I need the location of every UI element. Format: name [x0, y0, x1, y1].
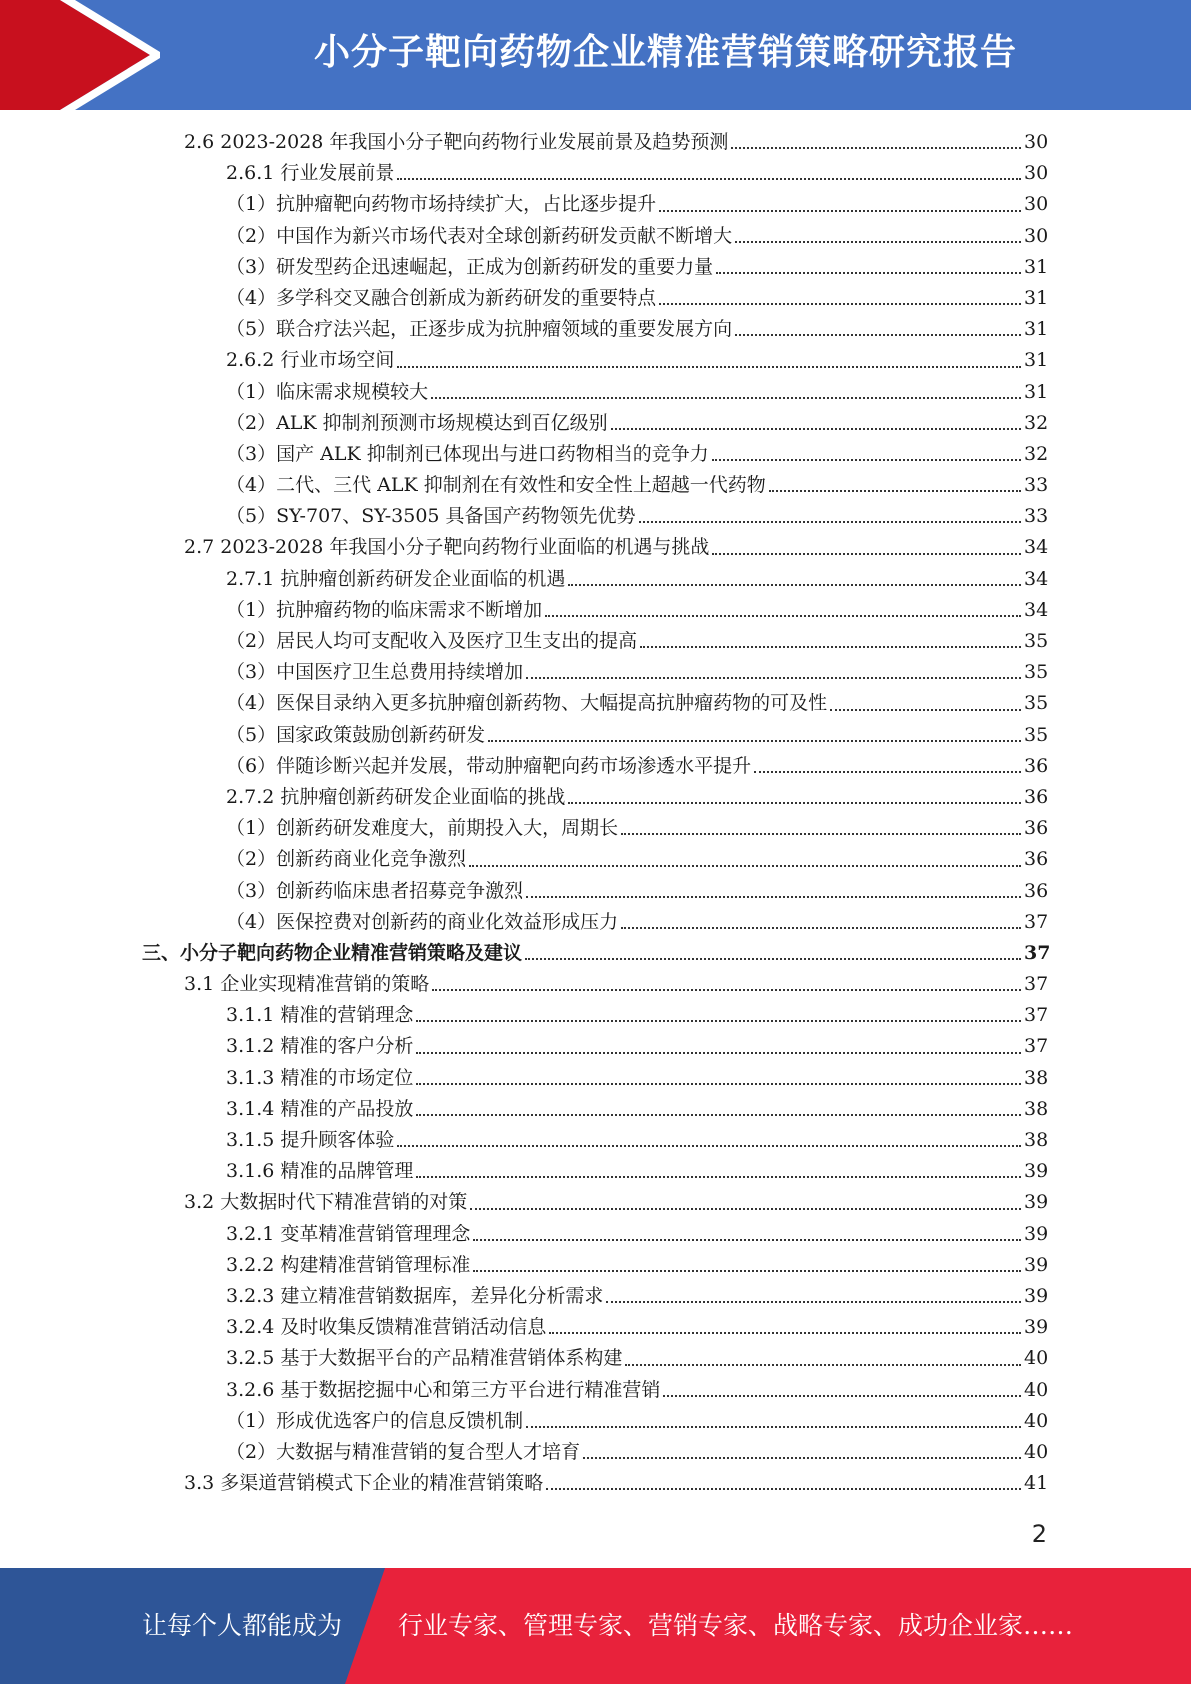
- toc-dot-leader: [731, 146, 1021, 149]
- toc-entry-title: 2.7.2 抗肿瘤创新药研发企业面临的挑战: [226, 785, 566, 808]
- toc-entry-page: 39: [1024, 1191, 1049, 1214]
- toc-entry-page: 31: [1024, 318, 1049, 341]
- toc-dot-leader: [830, 708, 1021, 711]
- toc-entry[interactable]: [0, 501, 1191, 532]
- toc-entry[interactable]: [0, 1312, 1191, 1343]
- toc-entry-page: 40: [1024, 1378, 1049, 1401]
- toc-dot-leader: [611, 427, 1021, 430]
- toc-entry[interactable]: [0, 1281, 1191, 1312]
- report-title: 小分子靶向药物企业精准营销策略研究报告: [313, 32, 1017, 73]
- toc-entry-title: （5）SY-707、SY-3505 具备国产药物领先优势: [226, 505, 636, 528]
- toc-entry-page: 36: [1024, 785, 1049, 808]
- toc-entry-title: （2）居民人均可支配收入及医疗卫生支出的提高: [226, 630, 638, 652]
- toc-entry-page: 31: [1024, 349, 1049, 372]
- toc-entry-title: 2.6.2 行业市场空间: [226, 349, 395, 372]
- toc-entry[interactable]: [0, 470, 1191, 501]
- toc-entry-title: （3）中国医疗卫生总费用持续增加: [226, 661, 524, 684]
- toc-dot-leader: [659, 209, 1021, 212]
- toc-entry-page: 37: [1024, 941, 1051, 964]
- toc-entry-page: 33: [1024, 474, 1049, 497]
- toc-entry-page: 30: [1024, 224, 1049, 247]
- toc-entry[interactable]: [0, 314, 1191, 345]
- header-chevron-decoration: [0, 0, 160, 110]
- toc-dot-leader: [583, 1456, 1021, 1459]
- toc-entry-title: （5）国家政策鼓励创新药研发: [226, 723, 486, 746]
- toc-entry[interactable]: [0, 1468, 1191, 1499]
- toc-entry-title: （2）ALK 抑制剂预测市场规模达到百亿级别: [226, 411, 608, 434]
- page-header: [0, 0, 1191, 110]
- toc-dot-leader: [526, 895, 1021, 898]
- toc-entry-title: （3）研发型药企迅速崛起，正成为创新药研发的重要力量: [226, 255, 714, 278]
- toc-entry[interactable]: [0, 1031, 1191, 1062]
- toc-entry[interactable]: [0, 127, 1191, 158]
- toc-entry-title: （4）医保目录纳入更多抗肿瘤创新药物、大幅提高抗肿瘤药物的可及性: [226, 692, 828, 715]
- toc-entry-title: （3）国产 ALK 抑制剂已体现出与进口药物相当的竞争力: [226, 442, 709, 465]
- toc-entry-title: （2）中国作为新兴市场代表对全球创新药研发贡献不断增大: [226, 224, 733, 247]
- toc-entry-title: （3）创新药临床患者招募竞争激烈: [226, 879, 524, 902]
- toc-entry[interactable]: [0, 1156, 1191, 1187]
- toc-entry-page: 37: [1024, 1035, 1049, 1058]
- toc-dot-leader: [545, 614, 1021, 617]
- toc-entry-title: （4）二代、三代 ALK 抑制剂在有效性和安全性上超越一代药物: [226, 474, 766, 497]
- toc-entry[interactable]: [0, 1406, 1191, 1437]
- toc-dot-leader: [432, 988, 1021, 991]
- toc-entry-title: 3.2.4 及时收集反馈精准营销活动信息: [226, 1316, 547, 1339]
- table-of-contents: [0, 127, 1191, 1499]
- toc-entry-title: 3.1.6 精准的品牌管理: [226, 1160, 414, 1183]
- toc-entry[interactable]: [0, 844, 1191, 875]
- toc-dot-leader: [416, 1082, 1021, 1085]
- toc-entry-page: 40: [1024, 1347, 1049, 1370]
- toc-dot-leader: [716, 271, 1021, 274]
- toc-dot-leader: [621, 926, 1021, 929]
- toc-entry[interactable]: [0, 1219, 1191, 1250]
- toc-dot-leader: [546, 1487, 1021, 1490]
- toc-entry-page: 34: [1024, 536, 1049, 559]
- footer-slogan-right: 行业专家、管理专家、营销专家、战略专家、成功企业家……: [398, 1611, 1074, 1640]
- toc-entry-page: 39: [1024, 1316, 1049, 1339]
- page-number: 2: [1031, 1520, 1047, 1548]
- toc-dot-leader: [735, 333, 1021, 336]
- footer-slogan-left: 让每个人都能成为: [142, 1611, 343, 1640]
- toc-entry-page: 37: [1024, 1004, 1049, 1027]
- toc-dot-leader: [712, 552, 1021, 555]
- toc-entry-page: 32: [1024, 442, 1049, 465]
- toc-entry[interactable]: [0, 1187, 1191, 1218]
- toc-dot-leader: [712, 458, 1021, 461]
- toc-entry[interactable]: [0, 938, 1191, 969]
- toc-entry-page: 39: [1024, 1160, 1049, 1183]
- toc-entry-page: 38: [1024, 1129, 1049, 1151]
- toc-entry-page: 36: [1024, 817, 1049, 840]
- toc-entry[interactable]: [0, 252, 1191, 283]
- toc-entry-page: 31: [1024, 286, 1049, 309]
- toc-entry-title: 3.2.3 建立精准营销数据库，差异化分析需求: [226, 1284, 604, 1307]
- toc-entry[interactable]: [0, 564, 1191, 595]
- toc-dot-leader: [735, 240, 1021, 243]
- toc-entry-title: 3.1.4 精准的产品投放: [226, 1097, 414, 1120]
- toc-dot-leader: [625, 1363, 1021, 1366]
- toc-entry-page: 36: [1024, 879, 1049, 902]
- toc-entry-title: （1）形成优选客户的信息反馈机制: [226, 1409, 524, 1432]
- toc-entry-title: 2.6 2023-2028 年我国小分子靶向药物行业发展前景及趋势预测: [184, 131, 729, 153]
- toc-entry-title: 3.2.6 基于数据挖掘中心和第三方平台进行精准营销: [226, 1378, 661, 1401]
- toc-entry-page: 38: [1024, 1097, 1049, 1120]
- toc-dot-leader: [470, 1207, 1021, 1210]
- toc-dot-leader: [416, 1113, 1021, 1116]
- toc-entry[interactable]: [0, 876, 1191, 907]
- toc-entry-page: 41: [1024, 1472, 1049, 1495]
- toc-entry[interactable]: [0, 189, 1191, 220]
- toc-entry[interactable]: [0, 283, 1191, 314]
- toc-entry-page: 35: [1024, 630, 1049, 652]
- toc-dot-leader: [525, 957, 1021, 960]
- toc-entry[interactable]: [0, 688, 1191, 719]
- toc-entry-page: 39: [1024, 1253, 1049, 1276]
- toc-entry[interactable]: [0, 657, 1191, 688]
- toc-entry-page: 35: [1024, 692, 1049, 715]
- toc-dot-leader: [526, 676, 1021, 679]
- page-footer: [0, 1568, 1191, 1684]
- toc-entry-title: 3.2.5 基于大数据平台的产品精准营销体系构建: [226, 1347, 623, 1370]
- toc-entry-title: 2.7 2023-2028 年我国小分子靶向药物行业面临的机遇与挑战: [184, 536, 710, 559]
- toc-entry[interactable]: [0, 907, 1191, 938]
- toc-entry-page: 40: [1024, 1409, 1049, 1432]
- toc-dot-leader: [397, 1144, 1021, 1147]
- toc-entry[interactable]: [0, 377, 1191, 408]
- toc-dot-leader: [663, 1394, 1021, 1397]
- toc-dot-leader: [621, 832, 1021, 835]
- toc-entry-page: 31: [1024, 255, 1049, 278]
- toc-entry[interactable]: [0, 221, 1191, 252]
- toc-entry[interactable]: [0, 969, 1191, 1000]
- toc-entry-page: 34: [1024, 598, 1049, 621]
- toc-entry-page: 35: [1024, 661, 1049, 684]
- toc-entry[interactable]: [0, 532, 1191, 563]
- toc-dot-leader: [549, 1331, 1021, 1334]
- toc-entry[interactable]: [0, 751, 1191, 782]
- toc-entry-page: 30: [1024, 193, 1049, 216]
- toc-dot-leader: [606, 1300, 1021, 1303]
- toc-dot-leader: [640, 645, 1021, 648]
- toc-entry[interactable]: [0, 1250, 1191, 1281]
- toc-dot-leader: [659, 302, 1021, 305]
- toc-entry-page: 37: [1024, 973, 1049, 996]
- toc-dot-leader: [488, 739, 1021, 742]
- toc-entry[interactable]: [0, 1375, 1191, 1406]
- toc-entry-title: 3.1 企业实现精准营销的策略: [184, 973, 430, 996]
- toc-entry-title: 2.6.1 行业发展前景: [226, 162, 395, 185]
- toc-entry[interactable]: [0, 1343, 1191, 1374]
- toc-dot-leader: [397, 365, 1021, 368]
- toc-dot-leader: [416, 1051, 1021, 1054]
- toc-entry-page: 36: [1024, 754, 1049, 777]
- toc-entry-page: 40: [1024, 1440, 1049, 1463]
- toc-entry-page: 37: [1024, 910, 1049, 933]
- toc-entry[interactable]: [0, 1000, 1191, 1031]
- toc-entry-page: 38: [1024, 1066, 1049, 1089]
- toc-entry-title: 3.1.3 精准的市场定位: [226, 1066, 414, 1089]
- toc-entry-page: 30: [1024, 131, 1049, 153]
- toc-entry-title: （1）抗肿瘤药物的临床需求不断增加: [226, 598, 543, 621]
- toc-dot-leader: [469, 864, 1021, 867]
- toc-entry[interactable]: [0, 345, 1191, 376]
- toc-entry-page: 39: [1024, 1222, 1049, 1245]
- toc-entry-page: 34: [1024, 567, 1049, 590]
- toc-entry-title: （2）大数据与精准营销的复合型人才培育: [226, 1440, 581, 1463]
- toc-dot-leader: [639, 520, 1021, 523]
- toc-dot-leader: [397, 177, 1021, 180]
- toc-dot-leader: [416, 1019, 1021, 1022]
- toc-entry-title: 3.2.2 构建精准营销管理标准: [226, 1253, 471, 1276]
- toc-dot-leader: [473, 1238, 1021, 1241]
- toc-entry-page: 30: [1024, 162, 1049, 185]
- toc-entry[interactable]: [0, 595, 1191, 626]
- toc-entry[interactable]: [0, 720, 1191, 751]
- toc-entry-page: 33: [1024, 505, 1049, 528]
- toc-entry-page: 36: [1024, 848, 1049, 871]
- toc-entry[interactable]: [0, 439, 1191, 470]
- toc-entry-title: 三、小分子靶向药物企业精准营销策略及建议: [142, 941, 523, 964]
- toc-entry-title: （4）多学科交叉融合创新成为新药研发的重要特点: [226, 286, 657, 309]
- toc-entry-page: 39: [1024, 1284, 1049, 1307]
- toc-entry[interactable]: [0, 1094, 1191, 1125]
- toc-dot-leader: [526, 1425, 1021, 1428]
- toc-dot-leader: [769, 489, 1021, 492]
- toc-entry-page: 35: [1024, 723, 1049, 746]
- toc-dot-leader: [416, 1175, 1021, 1178]
- toc-entry[interactable]: [0, 813, 1191, 844]
- toc-entry-title: 3.1.5 提升顾客体验: [226, 1129, 395, 1151]
- toc-entry-title: （6）伴随诊断兴起并发展，带动肿瘤靶向药市场渗透水平提升: [226, 754, 752, 777]
- toc-entry-title: 3.2 大数据时代下精准营销的对策: [184, 1191, 468, 1214]
- toc-entry-title: 3.1.2 精准的客户分析: [226, 1035, 414, 1058]
- toc-entry[interactable]: [0, 782, 1191, 813]
- toc-entry-title: （1）创新药研发难度大，前期投入大，周期长: [226, 817, 619, 840]
- toc-entry[interactable]: [0, 1063, 1191, 1094]
- toc-entry[interactable]: [0, 626, 1191, 657]
- toc-entry-title: 3.3 多渠道营销模式下企业的精准营销策略: [184, 1472, 544, 1495]
- toc-entry-title: 3.1.1 精准的营销理念: [226, 1004, 414, 1027]
- toc-entry[interactable]: [0, 408, 1191, 439]
- toc-entry[interactable]: [0, 158, 1191, 189]
- toc-dot-leader: [568, 583, 1021, 586]
- toc-entry-title: 2.7.1 抗肿瘤创新药研发企业面临的机遇: [226, 567, 566, 590]
- toc-entry-title: （5）联合疗法兴起，正逐步成为抗肿瘤领域的重要发展方向: [226, 318, 733, 341]
- toc-entry-title: （1）临床需求规模较大: [226, 380, 429, 403]
- toc-entry-title: 3.2.1 变革精准营销管理理念: [226, 1222, 471, 1245]
- toc-entry-page: 32: [1024, 411, 1049, 434]
- toc-dot-leader: [568, 801, 1021, 804]
- toc-dot-leader: [473, 1269, 1021, 1272]
- toc-entry-page: 31: [1024, 380, 1049, 403]
- toc-entry-title: （2）创新药商业化竞争激烈: [226, 848, 467, 871]
- toc-entry[interactable]: [0, 1437, 1191, 1468]
- toc-dot-leader: [754, 770, 1021, 773]
- toc-entry[interactable]: [0, 1125, 1191, 1156]
- toc-entry-title: （1）抗肿瘤靶向药物市场持续扩大，占比逐步提升: [226, 193, 657, 216]
- toc-dot-leader: [431, 396, 1021, 399]
- toc-entry-title: （4）医保控费对创新药的商业化效益形成压力: [226, 910, 619, 933]
